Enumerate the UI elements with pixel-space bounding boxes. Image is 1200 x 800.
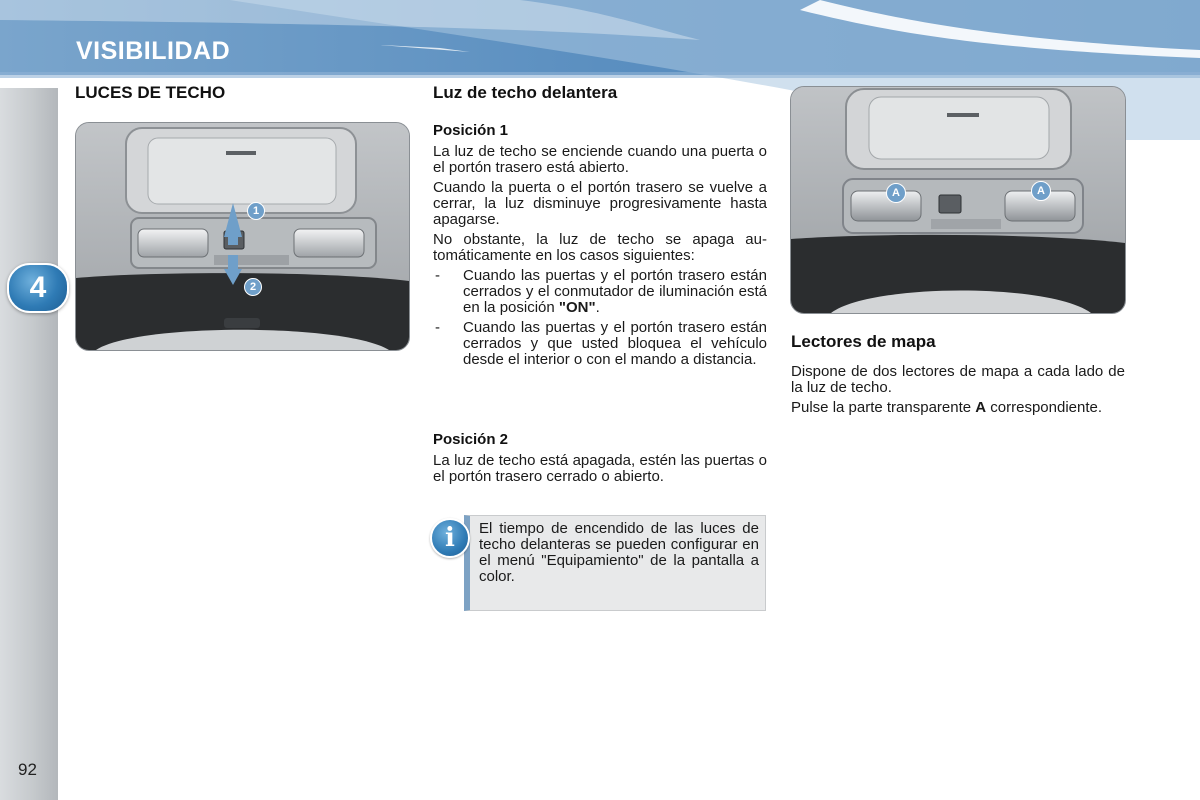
position-1-paragraph: La luz de techo se enciende cuando una puerta o el portón trasero está abierto. [433,143,767,176]
position-1-paragraph: Cuando la puerta o el portón trasero se vuelve a cerrar, la luz disminuye progresivamente hasta apagarse. [433,179,767,228]
info-text: El tiempo de encendido de las luces de techo delanteras se pueden configurar en el menú "Equipamiento" de la pantalla a color. [479,520,759,585]
map-lights-text [791,364,1125,420]
side-strip [0,88,58,800]
middle-heading: Luz de techo delantera [433,83,618,102]
map-lights-paragraph: Pulse la parte transparente A correspondiente. [791,399,1103,416]
page-number: 92 [18,760,37,779]
list-item: - Cuando las puertas y el portón trasero están cerrados y que usted bloquea el vehículo desde el interior o con el mando a distancia. [435,319,767,368]
callout-a-left: A [886,183,906,203]
map-lights-heading: Lectores de mapa [791,332,936,351]
callout-2: 2 [244,278,262,296]
map-lights-photo [790,86,1126,314]
list-item: - Cuando las puertas y el portón trasero están cerrados y el conmutador de iluminación está en la posición "ON". [435,267,767,316]
page-section-title: VISIBILIDAD [76,37,231,65]
callout-a-right: A [1031,181,1051,201]
conditions-list [433,268,767,368]
info-icon: i [430,518,470,558]
left-heading: LUCES DE TECHO [75,83,226,102]
position-2-text [433,453,767,489]
position-2-paragraph: La luz de techo está apagada, estén las puertas o el portón trasero cerrado o abierto. [433,452,767,485]
position-1-paragraph: No obstante, la luz de techo se apaga automáticamente en los casos siguientes: [433,231,767,264]
map-lights-paragraph: Dispone de dos lectores de mapa a cada lado de la luz de techo. [791,363,1125,396]
callout-1: 1 [247,202,265,220]
ceiling-light-photo [75,122,410,351]
position-2-title: Posición 2 [433,431,509,448]
position-1-text [433,144,767,372]
position-1-title: Posición 1 [433,122,509,139]
chapter-badge: 4 [7,263,69,313]
